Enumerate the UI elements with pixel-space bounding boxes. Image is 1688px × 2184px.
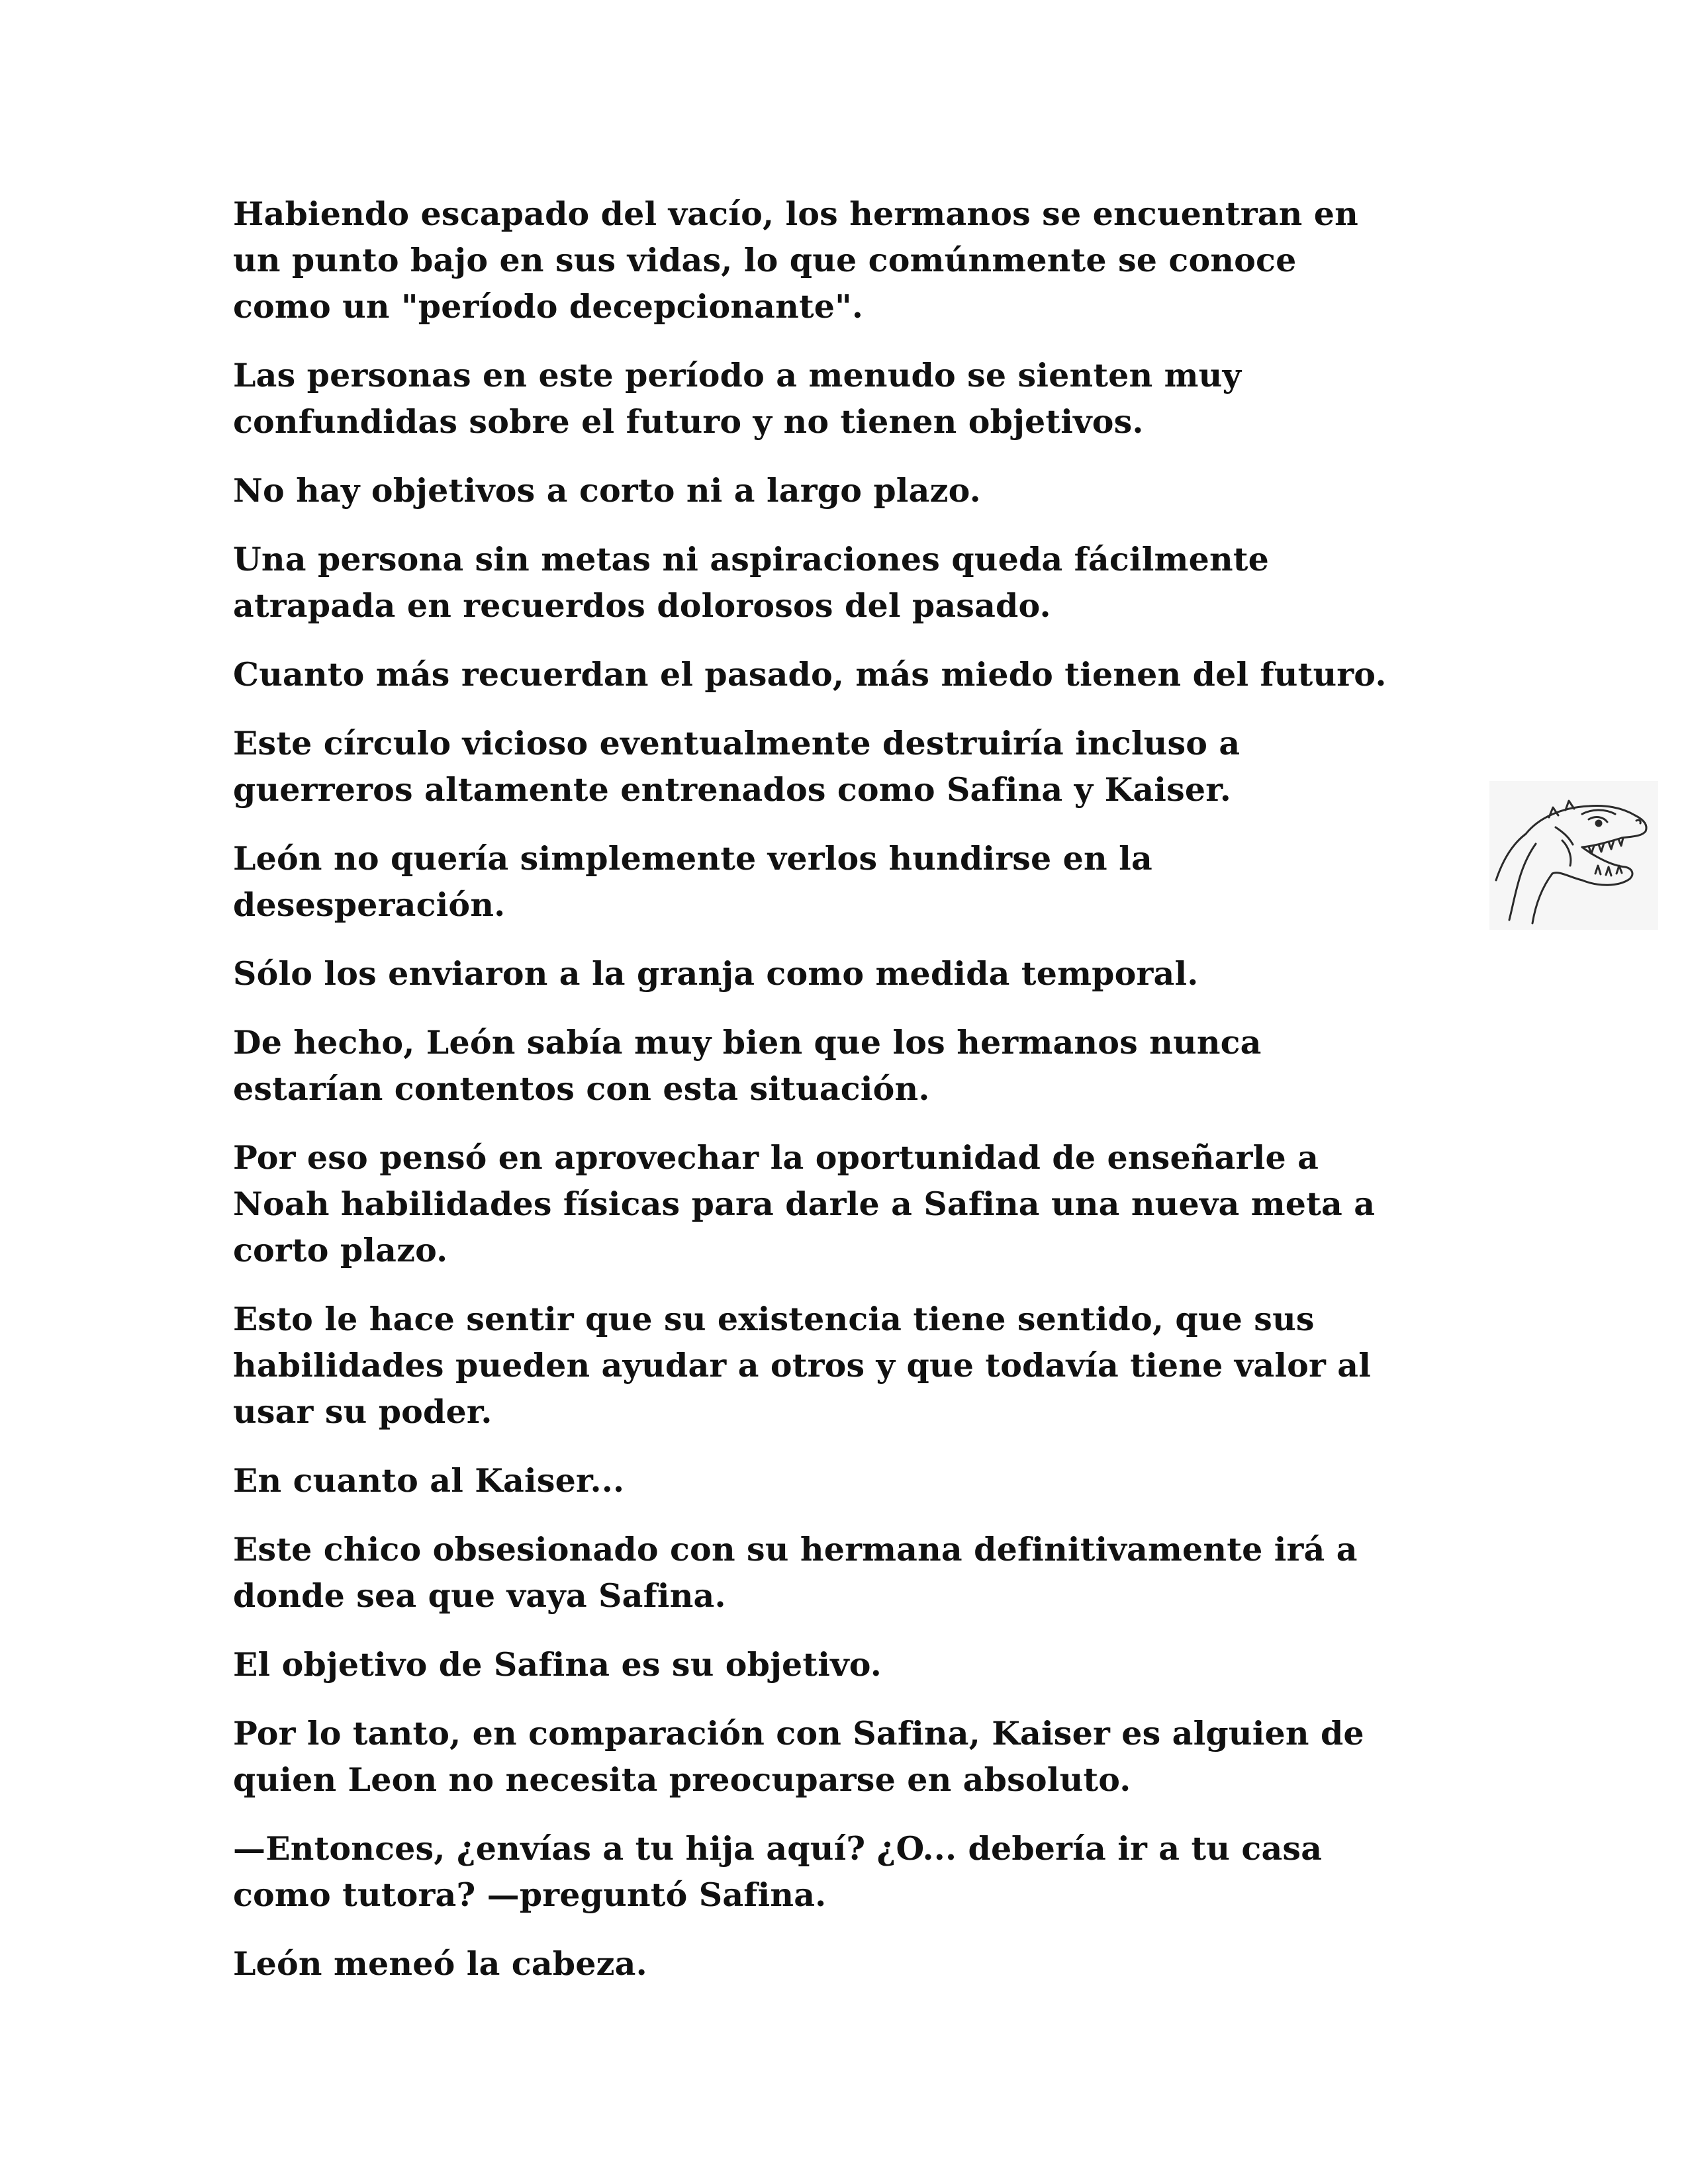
paragraph: León meneó la cabeza. (233, 1944, 647, 1983)
paragraph: Una persona sin metas ni aspiraciones queda fácilmente atrapada en recuerdos dolorosos del pasado. (233, 540, 1269, 625)
paragraph: León no quería simplemente verlos hundirse en la desesperación. (233, 839, 1152, 924)
paragraph: —Entonces, ¿envías a tu hija aquí? ¿O... debería ir a tu casa como tutora? —preguntó Safina. (233, 1829, 1323, 1914)
paragraph: Por lo tanto, en comparación con Safina, Kaiser es alguien de quien Leon no necesita preocuparse en absoluto. (233, 1714, 1364, 1799)
paragraph: Por eso pensó en aprovechar la oportunidad de enseñarle a Noah habilidades físicas para darle a Safina una nueva meta a corto plazo. (233, 1138, 1376, 1269)
paragraph: El objetivo de Safina es su objetivo. (233, 1645, 882, 1684)
paragraph: Esto le hace sentir que su existencia tiene sentido, que sus habilidades pueden ayudar a otros y que todavía tiene valor al usar su poder. (233, 1300, 1372, 1431)
paragraph: No hay objetivos a corto ni a largo plazo. (233, 471, 981, 510)
paragraph: Cuanto más recuerdan el pasado, más miedo tienen del futuro. (233, 655, 1387, 694)
paragraph: En cuanto al Kaiser... (233, 1461, 625, 1500)
paragraph: Este círculo vicioso eventualmente destruiría incluso a guerreros altamente entrenados como Safina y Kaiser. (233, 724, 1241, 809)
paragraph: De hecho, León sabía muy bien que los hermanos nunca estarían contentos con esta situación. (233, 1023, 1262, 1108)
dinosaur-head-sketch-icon (1489, 781, 1658, 930)
paragraph: Sólo los enviaron a la granja como medida temporal. (233, 954, 1199, 993)
paragraph: Este chico obsesionado con su hermana definitivamente irá a donde sea que vaya Safina. (233, 1530, 1358, 1615)
paragraph: Las personas en este período a menudo se sienten muy confundidas sobre el futuro y no tienen objetivos. (233, 356, 1242, 441)
paragraph: Habiendo escapado del vacío, los hermanos se encuentran en un punto bajo en sus vidas, lo que comúnmente se conoce como un "período decepcionante". (233, 195, 1358, 326)
body-text (233, 191, 1458, 2009)
